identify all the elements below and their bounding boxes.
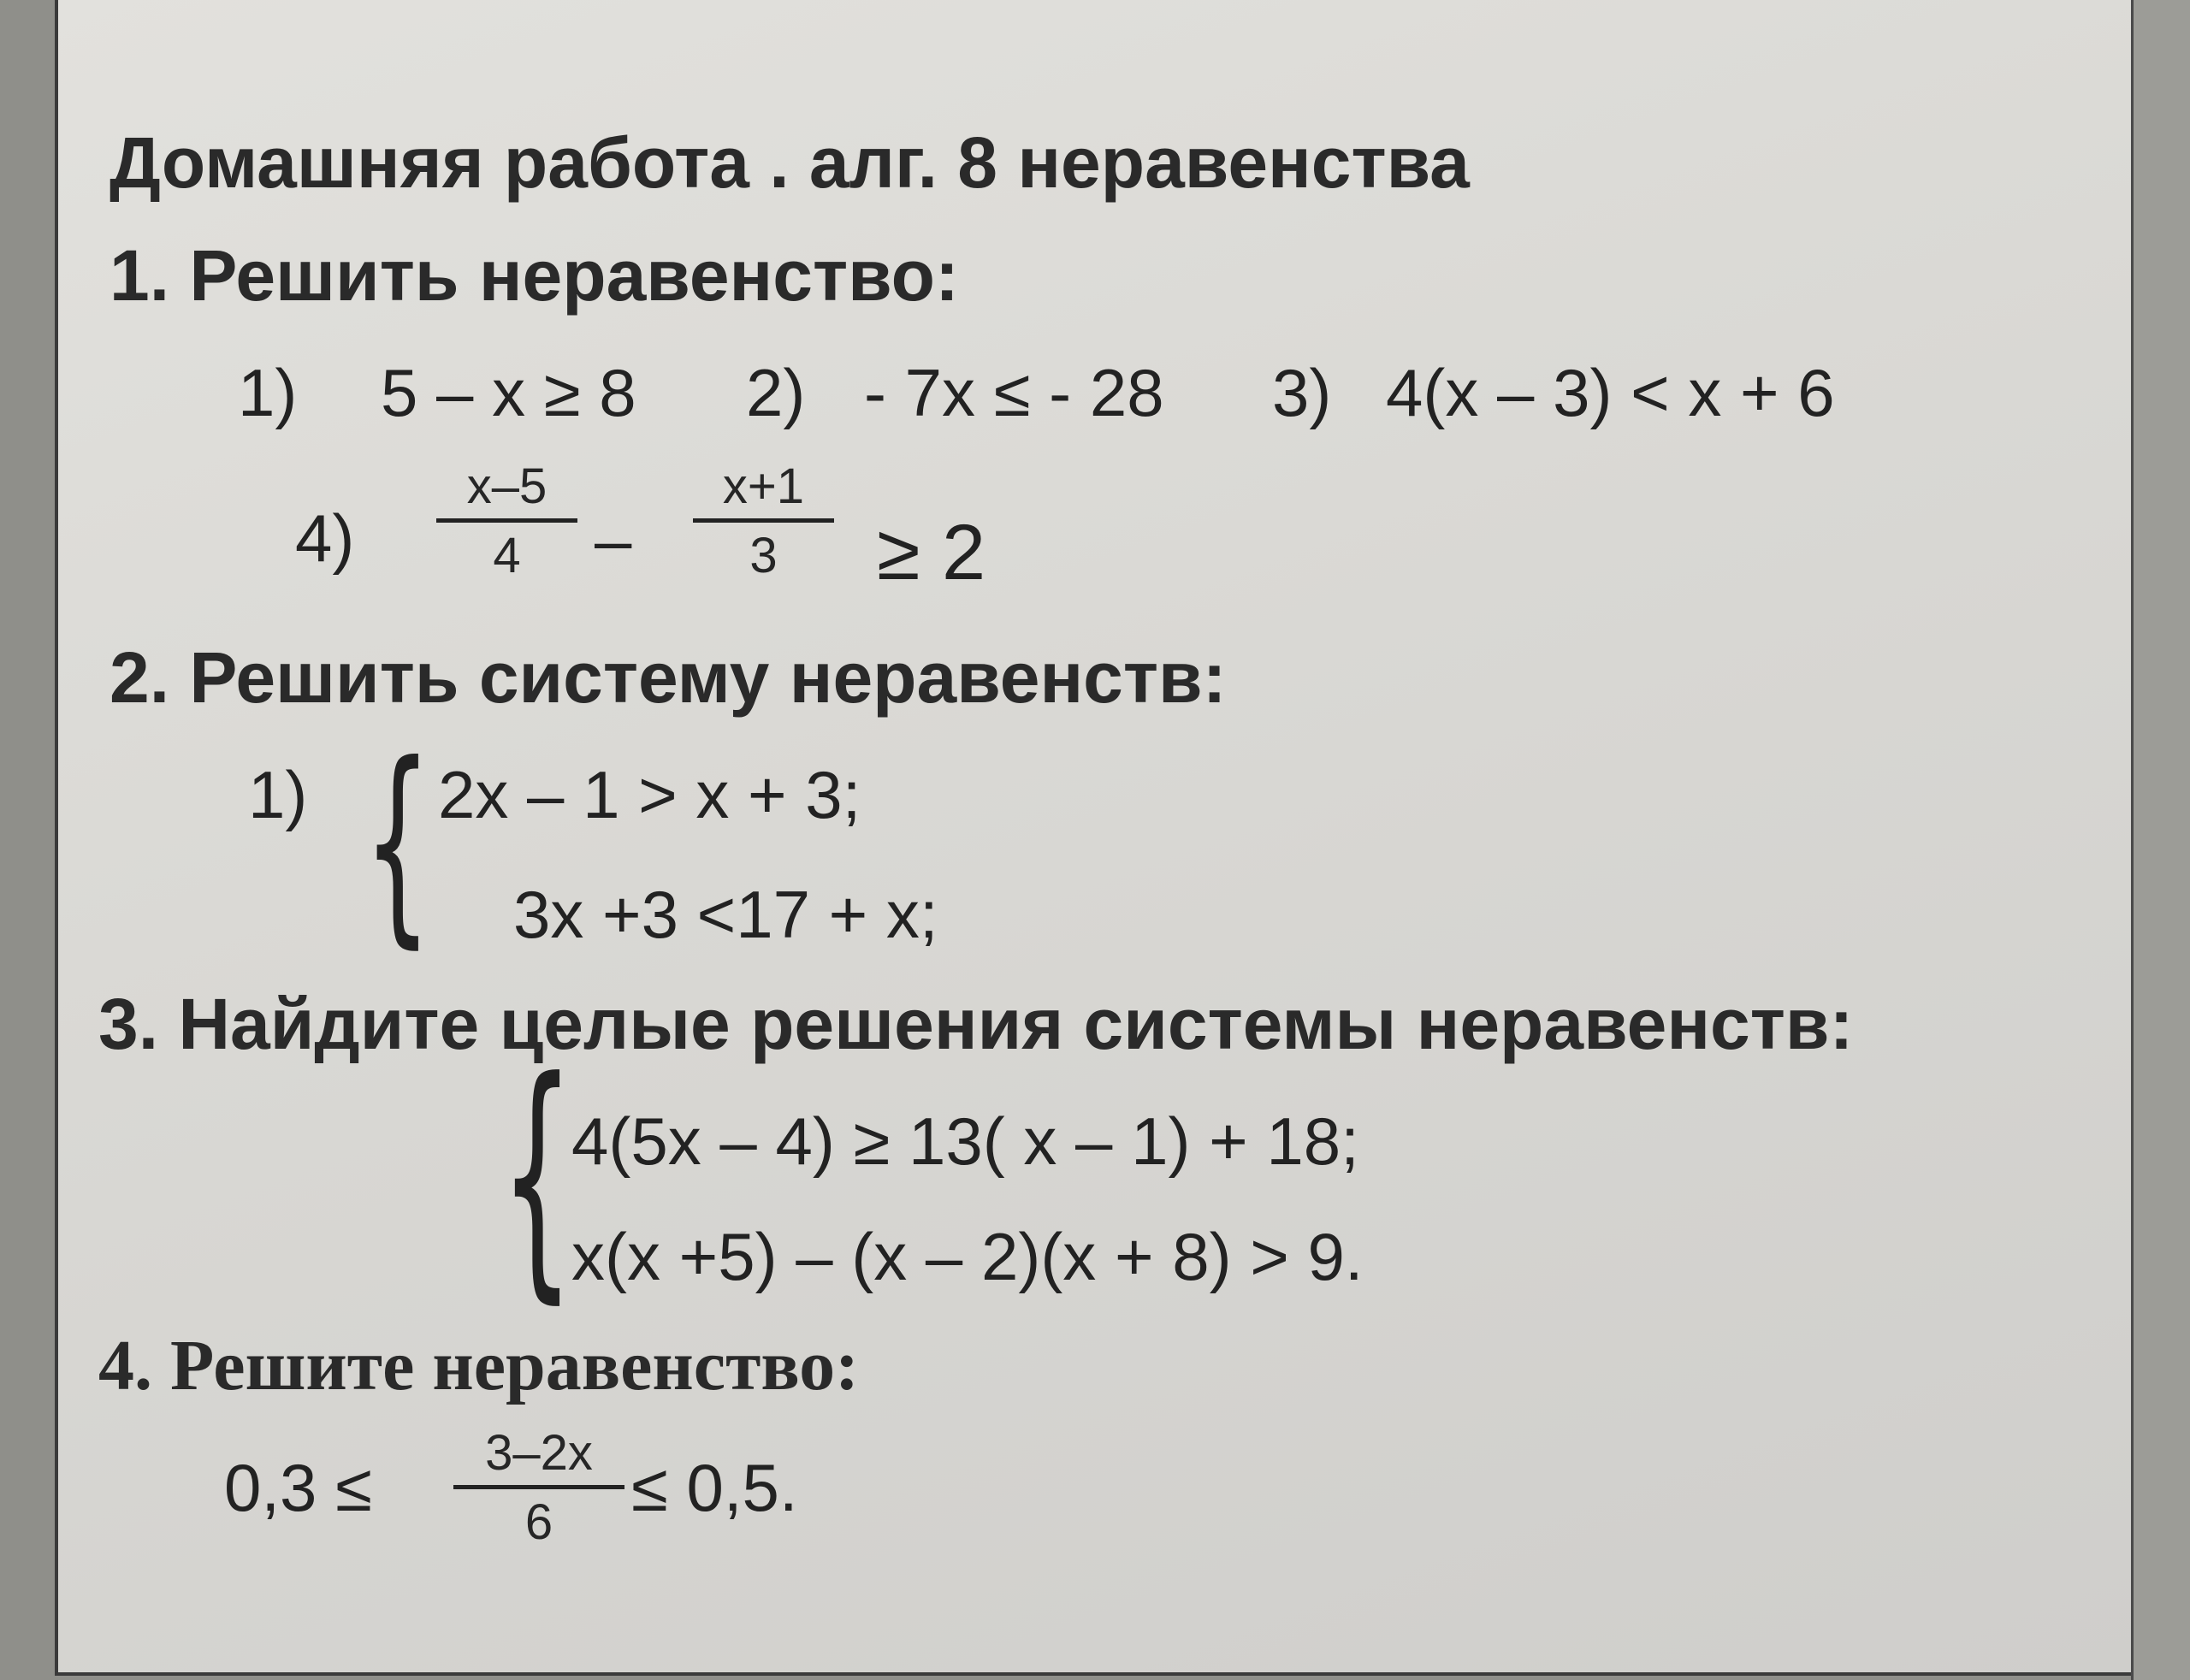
page-title: Домашняя работа . алг. 8 неравенства bbox=[110, 122, 1470, 203]
task1-item2-label: 2) bbox=[746, 355, 806, 430]
task2-line1: 2x – 1 > x + 3; bbox=[438, 757, 861, 832]
fraction1-numerator: x–5 bbox=[466, 458, 548, 514]
task4-rhs: ≤ 0,5. bbox=[631, 1450, 798, 1525]
task1-item2-expr: - 7x ≤ - 28 bbox=[864, 355, 1164, 430]
task4-fraction-numerator: 3–2x bbox=[485, 1425, 593, 1481]
task2-item1-label: 1) bbox=[248, 757, 308, 832]
task1-item1-label: 1) bbox=[238, 355, 298, 430]
fraction2-numerator: x+1 bbox=[722, 458, 805, 514]
task4-lhs: 0,3 ≤ bbox=[224, 1450, 372, 1525]
task3-line2: x(x +5) – (x – 2)(x + 8) > 9. bbox=[571, 1219, 1364, 1294]
task3-heading: 3. Найдите целые решения системы неравенств: bbox=[98, 984, 1854, 1064]
task2-line2: 3x +3 <17 + x; bbox=[513, 877, 938, 952]
task4-fraction bbox=[453, 1425, 624, 1550]
task1-item4-fraction1 bbox=[436, 458, 577, 583]
task1-item3-label: 3) bbox=[1272, 355, 1332, 430]
task1-item4-rhs: ≥ 2 bbox=[877, 509, 986, 596]
fraction1-denominator: 4 bbox=[493, 528, 521, 583]
task3-line1: 4(5x – 4) ≥ 13( x – 1) + 18; bbox=[571, 1103, 1359, 1179]
task2-heading: 2. Решить систему неравенств: bbox=[110, 637, 1227, 718]
task1-heading: 1. Решить неравенство: bbox=[110, 235, 959, 316]
task2-system-brace: { bbox=[364, 718, 432, 967]
task4-fraction-denominator: 6 bbox=[524, 1494, 553, 1550]
paper-edge bbox=[2131, 0, 2190, 1680]
fraction2-denominator: 3 bbox=[749, 528, 778, 583]
task1-item1-expr: 5 – x ≥ 8 bbox=[381, 355, 636, 430]
task4-heading: 4. Решите неравенство: bbox=[98, 1326, 860, 1405]
task1-item4-fraction2 bbox=[693, 458, 834, 583]
task3-system-brace: { bbox=[500, 1026, 574, 1325]
task1-item3-expr: 4(x – 3) < x + 6 bbox=[1386, 355, 1835, 430]
task1-item4-minus: – bbox=[595, 502, 632, 577]
task1-item4-label: 4) bbox=[295, 500, 355, 576]
